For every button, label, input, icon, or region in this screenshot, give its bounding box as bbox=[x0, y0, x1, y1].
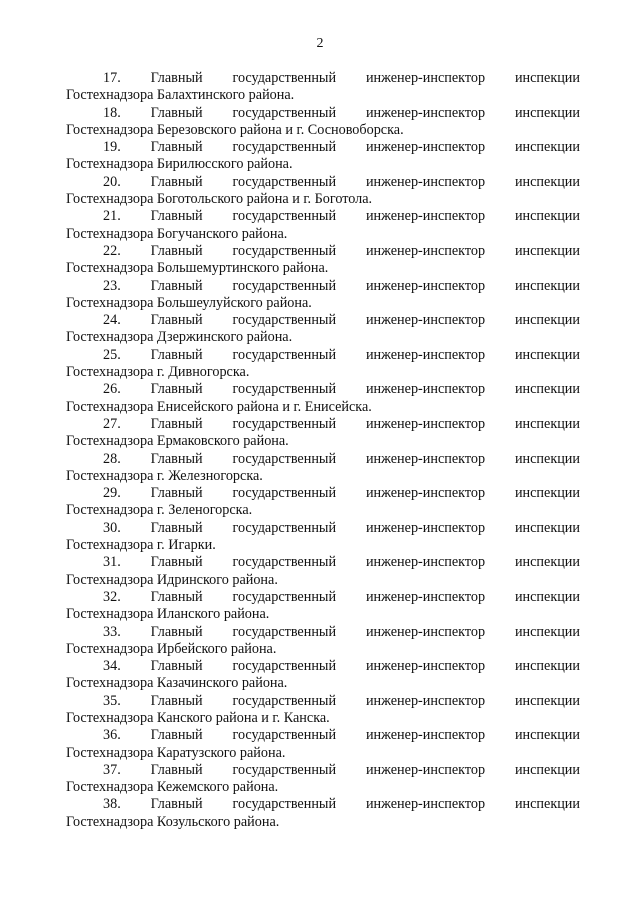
list-item-first-line bbox=[66, 727, 580, 744]
list-item bbox=[66, 520, 580, 555]
item-word: государственный bbox=[232, 692, 337, 709]
list-item-continuation: Гостехнадзора Идринского района. bbox=[66, 571, 278, 588]
item-word: государственный bbox=[232, 173, 337, 190]
list-item-continuation: Гостехнадзора Дзержинского района. bbox=[66, 329, 293, 346]
item-number: 17. bbox=[103, 70, 121, 86]
list-item bbox=[66, 451, 580, 486]
position-list bbox=[66, 70, 580, 831]
list-item bbox=[66, 70, 580, 105]
list-item-continuation: Гостехнадзора Канского района и г. Канска. bbox=[66, 709, 330, 726]
item-word: инспекции bbox=[514, 450, 580, 467]
item-word: инженер-инспектор bbox=[365, 623, 486, 640]
item-number: 30. bbox=[103, 519, 121, 536]
item-word: Главный bbox=[150, 761, 203, 778]
item-number: 19. bbox=[103, 139, 121, 156]
item-number: 32. bbox=[103, 588, 121, 605]
item-word: инженер-инспектор bbox=[365, 104, 486, 121]
item-word: инженер-инспектор bbox=[365, 173, 486, 190]
item-word: государственный bbox=[232, 623, 337, 640]
item-number: 36. bbox=[103, 727, 121, 744]
item-number: 27. bbox=[103, 415, 121, 432]
item-word: государственный bbox=[232, 346, 337, 363]
item-number: 35. bbox=[103, 692, 121, 709]
item-number: 33. bbox=[103, 623, 121, 640]
list-item-continuation: Гостехнадзора г. Игарки. bbox=[66, 537, 216, 554]
item-word: инспекции bbox=[514, 70, 580, 86]
item-word: Главный bbox=[150, 242, 203, 259]
list-item bbox=[66, 796, 580, 831]
item-number: 34. bbox=[103, 658, 121, 675]
item-word: инженер-инспектор bbox=[365, 381, 486, 398]
item-word: инспекции bbox=[514, 104, 580, 121]
list-item bbox=[66, 589, 580, 624]
list-item-first-line bbox=[66, 243, 580, 260]
item-word: инспекции bbox=[514, 658, 580, 675]
list-item-first-line bbox=[66, 451, 580, 468]
item-number: 23. bbox=[103, 277, 121, 294]
item-word: инспекции bbox=[514, 415, 580, 432]
list-item-continuation: Гостехнадзора Богучанского района. bbox=[66, 225, 288, 242]
item-word: инженер-инспектор bbox=[365, 70, 486, 86]
list-item-continuation: Гостехнадзора Ермаковского района. bbox=[66, 433, 289, 450]
item-word: государственный bbox=[232, 70, 337, 86]
item-word: инспекции bbox=[514, 692, 580, 709]
item-word: государственный bbox=[232, 658, 337, 675]
item-number: 28. bbox=[103, 450, 121, 467]
list-item-continuation: Гостехнадзора Енисейского района и г. Енисейска. bbox=[66, 398, 372, 415]
list-item bbox=[66, 174, 580, 209]
item-word: Главный bbox=[150, 692, 203, 709]
item-word: Главный bbox=[150, 346, 203, 363]
item-number: 25. bbox=[103, 346, 121, 363]
item-word: инспекции bbox=[514, 796, 580, 813]
list-item bbox=[66, 105, 580, 140]
item-word: государственный bbox=[232, 519, 337, 536]
item-number: 22. bbox=[103, 242, 121, 259]
item-word: Главный bbox=[150, 554, 203, 571]
item-word: инспекции bbox=[514, 485, 580, 502]
item-word: Главный bbox=[150, 381, 203, 398]
list-item bbox=[66, 139, 580, 174]
item-word: государственный bbox=[232, 485, 337, 502]
item-word: инженер-инспектор bbox=[365, 554, 486, 571]
item-word: государственный bbox=[232, 312, 337, 329]
list-item-continuation: Гостехнадзора Иланского района. bbox=[66, 606, 270, 623]
list-item-continuation: Гостехнадзора Балахтинского района. bbox=[66, 87, 295, 104]
list-item-first-line bbox=[66, 520, 580, 537]
list-item-continuation: Гостехнадзора г. Дивногорска. bbox=[66, 364, 250, 381]
page-number: 2 bbox=[316, 36, 324, 51]
item-number: 18. bbox=[103, 104, 121, 121]
item-word: Главный bbox=[150, 519, 203, 536]
item-word: Главный bbox=[150, 727, 203, 744]
list-item-first-line bbox=[66, 693, 580, 710]
list-item-first-line bbox=[66, 105, 580, 122]
list-item-first-line bbox=[66, 347, 580, 364]
item-word: Главный bbox=[150, 208, 203, 225]
list-item-first-line bbox=[66, 312, 580, 329]
list-item-continuation: Гостехнадзора Березовского района и г. Сосновоборска. bbox=[66, 121, 404, 138]
item-word: инженер-инспектор bbox=[365, 346, 486, 363]
list-item bbox=[66, 381, 580, 416]
item-word: инженер-инспектор bbox=[365, 761, 486, 778]
item-number: 20. bbox=[103, 173, 121, 190]
item-word: государственный bbox=[232, 727, 337, 744]
list-item-first-line bbox=[66, 762, 580, 779]
item-word: Главный bbox=[150, 623, 203, 640]
list-item-continuation: Гостехнадзора Козульского района. bbox=[66, 813, 280, 830]
item-word: инспекции bbox=[514, 588, 580, 605]
list-item bbox=[66, 416, 580, 451]
item-word: инспекции bbox=[514, 727, 580, 744]
item-word: инспекции bbox=[514, 208, 580, 225]
list-item bbox=[66, 278, 580, 313]
list-item-first-line bbox=[66, 70, 580, 87]
list-item bbox=[66, 554, 580, 589]
item-word: инженер-инспектор bbox=[365, 727, 486, 744]
list-item bbox=[66, 693, 580, 728]
item-word: Главный bbox=[150, 485, 203, 502]
item-word: государственный bbox=[232, 450, 337, 467]
item-word: государственный bbox=[232, 588, 337, 605]
item-word: Главный bbox=[150, 312, 203, 329]
list-item-continuation: Гостехнадзора г. Зеленогорска. bbox=[66, 502, 253, 519]
list-item bbox=[66, 347, 580, 382]
list-item-first-line bbox=[66, 554, 580, 571]
list-item bbox=[66, 624, 580, 659]
list-item bbox=[66, 727, 580, 762]
list-item bbox=[66, 658, 580, 693]
item-word: государственный bbox=[232, 415, 337, 432]
item-number: 24. bbox=[103, 312, 121, 329]
list-item bbox=[66, 485, 580, 520]
list-item-first-line bbox=[66, 624, 580, 641]
list-item-first-line bbox=[66, 796, 580, 813]
list-item-first-line bbox=[66, 208, 580, 225]
item-word: инспекции bbox=[514, 242, 580, 259]
item-word: Главный bbox=[150, 70, 203, 86]
item-word: инженер-инспектор bbox=[365, 139, 486, 156]
item-word: инженер-инспектор bbox=[365, 312, 486, 329]
item-word: государственный bbox=[232, 242, 337, 259]
list-item bbox=[66, 762, 580, 797]
list-item bbox=[66, 312, 580, 347]
item-word: инженер-инспектор bbox=[365, 277, 486, 294]
list-item-continuation: Гостехнадзора г. Железногорска. bbox=[66, 467, 263, 484]
item-word: инженер-инспектор bbox=[365, 450, 486, 467]
item-word: инженер-инспектор bbox=[365, 485, 486, 502]
item-word: Главный bbox=[150, 450, 203, 467]
item-word: инспекции bbox=[514, 139, 580, 156]
item-word: Главный bbox=[150, 173, 203, 190]
list-item-first-line bbox=[66, 278, 580, 295]
item-word: инженер-инспектор bbox=[365, 208, 486, 225]
item-word: государственный bbox=[232, 796, 337, 813]
item-number: 26. bbox=[103, 381, 121, 398]
list-item-first-line bbox=[66, 381, 580, 398]
item-word: Главный bbox=[150, 588, 203, 605]
item-word: инженер-инспектор bbox=[365, 796, 486, 813]
item-word: Главный bbox=[150, 658, 203, 675]
list-item-continuation: Гостехнадзора Бирилюсского района. bbox=[66, 156, 293, 173]
item-word: инженер-инспектор bbox=[365, 242, 486, 259]
item-word: Главный bbox=[150, 796, 203, 813]
item-word: инспекции bbox=[514, 519, 580, 536]
item-word: государственный bbox=[232, 104, 337, 121]
list-item-first-line bbox=[66, 174, 580, 191]
item-word: инспекции bbox=[514, 623, 580, 640]
item-word: инженер-инспектор bbox=[365, 519, 486, 536]
list-item-first-line bbox=[66, 485, 580, 502]
item-word: государственный bbox=[232, 381, 337, 398]
list-item-first-line bbox=[66, 589, 580, 606]
list-item-first-line bbox=[66, 139, 580, 156]
item-word: Главный bbox=[150, 277, 203, 294]
item-word: инспекции bbox=[514, 346, 580, 363]
item-word: Главный bbox=[150, 139, 203, 156]
item-word: инспекции bbox=[514, 381, 580, 398]
list-item-continuation: Гостехнадзора Каратузского района. bbox=[66, 744, 286, 761]
item-number: 38. bbox=[103, 796, 121, 813]
item-word: инженер-инспектор bbox=[365, 658, 486, 675]
item-word: государственный bbox=[232, 208, 337, 225]
item-number: 31. bbox=[103, 554, 121, 571]
item-word: инженер-инспектор bbox=[365, 692, 486, 709]
item-word: инженер-инспектор bbox=[365, 415, 486, 432]
list-item-continuation: Гостехнадзора Большемуртинского района. bbox=[66, 260, 329, 277]
item-word: инспекции bbox=[514, 312, 580, 329]
item-word: инженер-инспектор bbox=[365, 588, 486, 605]
item-number: 37. bbox=[103, 761, 121, 778]
item-word: государственный bbox=[232, 554, 337, 571]
item-word: государственный bbox=[232, 277, 337, 294]
item-word: инспекции bbox=[514, 554, 580, 571]
list-item-first-line bbox=[66, 658, 580, 675]
list-item-continuation: Гостехнадзора Ирбейского района. bbox=[66, 640, 277, 657]
item-word: инспекции bbox=[514, 173, 580, 190]
list-item-continuation: Гостехнадзора Боготольского района и г. Боготола. bbox=[66, 191, 373, 208]
item-word: государственный bbox=[232, 761, 337, 778]
list-item-continuation: Гостехнадзора Казачинского района. bbox=[66, 675, 288, 692]
item-word: Главный bbox=[150, 104, 203, 121]
item-word: инспекции bbox=[514, 277, 580, 294]
list-item bbox=[66, 208, 580, 243]
item-word: инспекции bbox=[514, 761, 580, 778]
item-number: 21. bbox=[103, 208, 121, 225]
list-item-first-line bbox=[66, 416, 580, 433]
list-item-continuation: Гостехнадзора Кежемского района. bbox=[66, 779, 279, 796]
item-number: 29. bbox=[103, 485, 121, 502]
item-word: Главный bbox=[150, 415, 203, 432]
list-item-continuation: Гостехнадзора Большеулуйского района. bbox=[66, 294, 312, 311]
item-word: государственный bbox=[232, 139, 337, 156]
list-item bbox=[66, 243, 580, 278]
